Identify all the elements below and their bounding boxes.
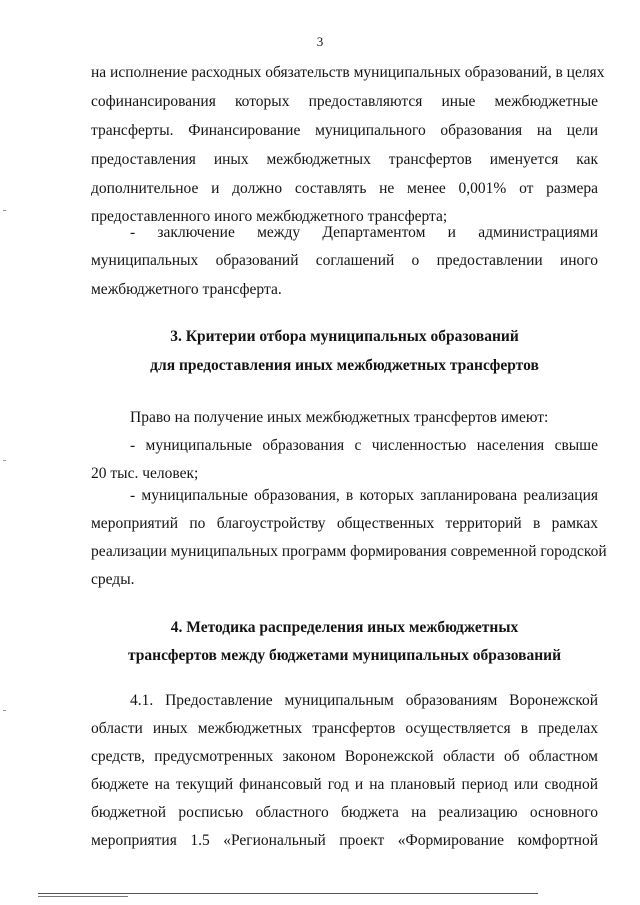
list-item-line: среды. [91,571,135,588]
paragraph-line: софинансирования которых предоставляются иные межбюджетные [91,93,598,110]
paragraph-line: бюджетной росписью областного бюджета на реализацию основного [91,804,598,821]
section-heading: 3. Критерии отбора муниципальных образований [170,328,519,345]
paragraph-line: межбюджетного трансферта. [91,281,282,298]
paragraph-line: 4.1. Предоставление муниципальным образованиям Воронежской [130,692,598,709]
margin-tick [3,210,6,211]
paragraph-line: трансферты. Финансирование муниципального образования на цели [91,122,598,139]
list-item-line: - муниципальные образования, в которых запланирована реализация [130,487,598,504]
paragraph-line: - заключение между Департаментом и администрациями [130,224,598,241]
paragraph-line: бюджете на текущий финансовый год и на плановый период или сводной [91,776,598,793]
list-item-line: мероприятий по благоустройству общественных территорий в рамках [91,515,598,532]
paragraph-line: предоставленного иного межбюджетного трансферта; [91,208,448,225]
paragraph-line: мероприятия 1.5 «Региональный проект «Формирование комфортной [91,832,598,849]
margin-tick [3,710,6,711]
list-item-line: 20 тыс. человек; [91,465,199,482]
section-heading: для предоставления иных межбюджетных трансфертов [150,357,539,374]
paragraph-line: дополнительное и должно составлять не менее 0,001% от размера [91,180,598,197]
paragraph-line: области иных межбюджетных трансфертов осуществляется в пределах [91,720,598,737]
page-number: 3 [316,34,324,49]
section-heading: трансфертов между бюджетами муниципальных образований [127,647,562,664]
list-item-line: - муниципальные образования с численностью населения свыше [130,437,598,454]
paragraph-line: Право на получение иных межбюджетных трансфертов имеют: [130,409,549,426]
bottom-rule [38,896,128,897]
list-item-line: реализации муниципальных программ формирования современной городской [91,543,607,560]
paragraph-line: на исполнение расходных обязательств муниципальных образований, в целях [91,64,605,81]
bottom-rule [38,893,538,894]
margin-tick [3,460,6,461]
paragraph-line: предоставления иных межбюджетных трансфертов именуется как [91,151,598,168]
section-heading: 4. Методика распределения иных межбюджетных [170,619,519,636]
paragraph-line: средств, предусмотренных законом Воронежской области об областном [91,748,598,765]
paragraph-line: муниципальных образований соглашений о предоставлении иного [91,252,598,269]
